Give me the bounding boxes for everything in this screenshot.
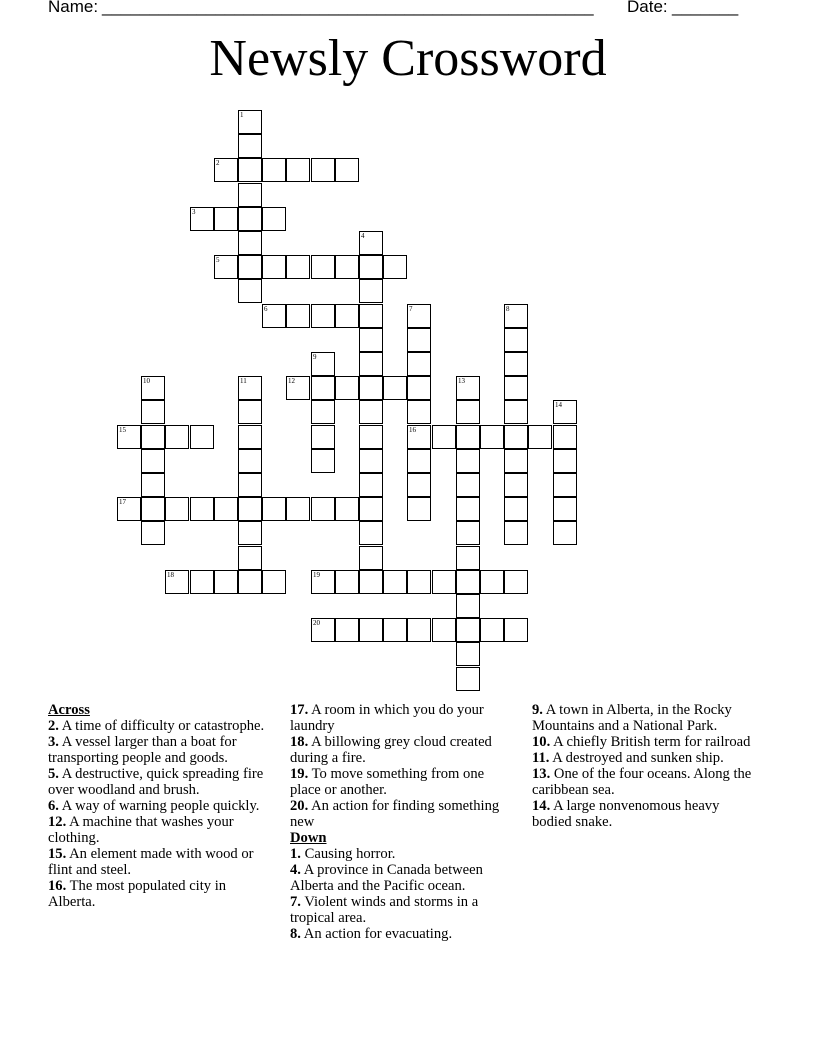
grid-cell[interactable]	[311, 255, 335, 279]
grid-cell[interactable]	[238, 449, 262, 473]
clue-down-11: 11. A destroyed and sunken ship.	[532, 750, 724, 766]
grid-cell[interactable]	[456, 546, 480, 570]
grid-cell[interactable]	[359, 304, 383, 328]
grid-cell[interactable]	[214, 207, 238, 231]
clue-down-8: 8. An action for evacuating.	[290, 926, 453, 942]
grid-cell[interactable]	[238, 497, 262, 521]
grid-cell[interactable]	[407, 400, 431, 424]
grid-cell[interactable]	[141, 425, 165, 449]
grid-cell[interactable]	[238, 425, 262, 449]
grid-cell[interactable]	[335, 618, 359, 642]
grid-cell[interactable]	[359, 425, 383, 449]
grid-cell[interactable]	[359, 231, 383, 255]
grid-cell[interactable]	[528, 425, 552, 449]
grid-cell[interactable]	[311, 376, 335, 400]
grid-cell[interactable]	[141, 400, 165, 424]
cell-number: 9	[313, 353, 317, 361]
clues-column-3	[532, 702, 758, 830]
grid-cell[interactable]	[359, 497, 383, 521]
clue-down-9: 9. A town in Alberta, in the Rocky Mountains and a National Park.	[532, 702, 732, 734]
grid-cell[interactable]	[238, 473, 262, 497]
cell-number: 8	[506, 305, 510, 313]
grid-cell[interactable]	[238, 207, 262, 231]
grid-cell[interactable]	[407, 425, 431, 449]
clue-down-4: 4. A province in Canada between Alberta and the Pacific ocean.	[290, 862, 483, 894]
cell-number: 13	[458, 377, 465, 385]
down-heading: Down	[290, 830, 327, 846]
clue-down-1: 1. Causing horror.	[290, 846, 396, 862]
grid-cell[interactable]	[311, 304, 335, 328]
grid-cell[interactable]	[432, 425, 456, 449]
grid-cell[interactable]	[311, 400, 335, 424]
cell-number: 14	[555, 401, 562, 409]
cell-number: 17	[119, 498, 126, 506]
cell-number: 6	[264, 305, 268, 313]
grid-cell[interactable]	[359, 255, 383, 279]
grid-cell[interactable]	[504, 473, 528, 497]
cell-number: 2	[216, 159, 220, 167]
grid-cell[interactable]	[480, 618, 504, 642]
grid-cell[interactable]	[117, 425, 141, 449]
grid-cell[interactable]	[141, 473, 165, 497]
grid-cell[interactable]	[286, 497, 310, 521]
grid-cell[interactable]	[432, 618, 456, 642]
cell-number: 5	[216, 256, 220, 264]
grid-cell[interactable]	[383, 376, 407, 400]
grid-cell[interactable]	[504, 449, 528, 473]
clue-across-6: 6. A way of warning people quickly.	[48, 798, 260, 814]
grid-cell[interactable]	[190, 207, 214, 231]
grid-cell[interactable]	[311, 570, 335, 594]
cell-number: 12	[288, 377, 295, 385]
grid-cell[interactable]	[553, 449, 577, 473]
grid-cell[interactable]	[335, 255, 359, 279]
grid-cell[interactable]	[311, 158, 335, 182]
grid-cell[interactable]	[117, 497, 141, 521]
across-heading: Across	[48, 702, 90, 718]
grid-cell[interactable]	[335, 376, 359, 400]
grid-cell[interactable]	[262, 570, 286, 594]
clue-across-3: 3. A vessel larger than a boat for transporting people and goods.	[48, 734, 237, 766]
grid-cell[interactable]	[311, 449, 335, 473]
clue-across-5: 5. A destructive, quick spreading fire over woodland and brush.	[48, 766, 264, 798]
grid-cell[interactable]	[407, 352, 431, 376]
grid-cell[interactable]	[359, 618, 383, 642]
grid-cell[interactable]	[335, 570, 359, 594]
grid-cell[interactable]	[456, 449, 480, 473]
date-label: Date:	[627, 0, 668, 16]
grid-cell[interactable]	[504, 521, 528, 545]
grid-cell[interactable]	[165, 497, 189, 521]
grid-cell[interactable]	[504, 618, 528, 642]
grid-cell[interactable]	[262, 255, 286, 279]
cell-number: 11	[240, 377, 247, 385]
grid-cell[interactable]	[383, 255, 407, 279]
grid-cell[interactable]	[214, 497, 238, 521]
grid-cell[interactable]	[383, 618, 407, 642]
grid-cell[interactable]	[480, 425, 504, 449]
grid-cell[interactable]	[456, 473, 480, 497]
grid-cell[interactable]	[262, 158, 286, 182]
grid-cell[interactable]	[238, 546, 262, 570]
grid-cell[interactable]	[286, 158, 310, 182]
grid-cell[interactable]	[286, 376, 310, 400]
clues-column-2	[290, 702, 516, 942]
grid-cell[interactable]	[407, 376, 431, 400]
grid-cell[interactable]	[214, 158, 238, 182]
grid-cell[interactable]	[407, 328, 431, 352]
grid-cell[interactable]	[335, 497, 359, 521]
cell-number: 18	[167, 571, 174, 579]
grid-cell[interactable]	[504, 304, 528, 328]
grid-cell[interactable]	[238, 521, 262, 545]
clue-down-7: 7. Violent winds and storms in a tropical area.	[290, 894, 479, 926]
grid-cell[interactable]	[504, 497, 528, 521]
grid-cell[interactable]	[238, 255, 262, 279]
clue-down-10: 10. A chiefly British term for railroad	[532, 734, 751, 750]
grid-cell[interactable]	[141, 521, 165, 545]
grid-cell[interactable]	[238, 400, 262, 424]
grid-cell[interactable]	[456, 642, 480, 666]
clue-across-16: 16. The most populated city in Alberta.	[48, 878, 227, 910]
grid-cell[interactable]	[456, 400, 480, 424]
grid-cell[interactable]	[359, 473, 383, 497]
grid-cell[interactable]	[335, 158, 359, 182]
grid-cell[interactable]	[262, 207, 286, 231]
cell-number: 4	[361, 232, 365, 240]
grid-cell[interactable]	[456, 521, 480, 545]
grid-cell[interactable]	[311, 352, 335, 376]
grid-cell[interactable]	[504, 328, 528, 352]
page-title: Newsly Crossword	[209, 30, 607, 87]
grid-cell[interactable]	[456, 667, 480, 691]
grid-cell[interactable]	[190, 497, 214, 521]
clue-across-12: 12. A machine that washes your clothing.	[48, 814, 234, 846]
grid-cell[interactable]	[190, 425, 214, 449]
grid-cell[interactable]	[238, 279, 262, 303]
grid-cell[interactable]	[407, 449, 431, 473]
clue-across-17: 17. A room in which you do your laundry	[290, 702, 484, 734]
grid-cell[interactable]	[141, 376, 165, 400]
cell-number: 10	[143, 377, 150, 385]
grid-cell[interactable]	[359, 449, 383, 473]
grid-cell[interactable]	[286, 304, 310, 328]
clue-across-19: 19. To move something from one place or another.	[290, 766, 485, 798]
grid-cell[interactable]	[553, 425, 577, 449]
grid-cell[interactable]	[359, 279, 383, 303]
grid-cell[interactable]	[238, 570, 262, 594]
grid-cell[interactable]	[407, 473, 431, 497]
name-label: Name:	[48, 0, 99, 16]
clue-across-2: 2. A time of difficulty or catastrophe.	[48, 718, 265, 734]
clue-down-14: 14. A large nonvenomous heavy bodied snake.	[532, 798, 720, 830]
grid-cell[interactable]	[456, 594, 480, 618]
clue-down-13: 13. One of the four oceans. Along the caribbean sea.	[532, 766, 752, 798]
grid-cell[interactable]	[553, 400, 577, 424]
grid-cell[interactable]	[262, 497, 286, 521]
grid-cell[interactable]	[456, 497, 480, 521]
cell-number: 7	[409, 305, 413, 313]
grid-cell[interactable]	[311, 618, 335, 642]
grid-cell[interactable]	[553, 497, 577, 521]
grid-cell[interactable]	[456, 618, 480, 642]
grid-cell[interactable]	[238, 158, 262, 182]
grid-cell[interactable]	[238, 231, 262, 255]
grid-cell[interactable]	[238, 134, 262, 158]
grid-cell[interactable]	[504, 425, 528, 449]
cell-number: 3	[192, 208, 196, 216]
grid-cell[interactable]	[359, 400, 383, 424]
grid-cell[interactable]	[286, 255, 310, 279]
cell-number: 20	[313, 619, 320, 627]
grid-cell[interactable]	[504, 352, 528, 376]
grid-cell[interactable]	[165, 570, 189, 594]
grid-cell[interactable]	[359, 328, 383, 352]
grid-cell[interactable]	[311, 497, 335, 521]
grid-cell[interactable]	[359, 521, 383, 545]
grid-cell[interactable]	[335, 304, 359, 328]
cell-number: 19	[313, 571, 320, 579]
clue-across-20: 20. An action for finding something new	[290, 798, 500, 830]
cell-number: 16	[409, 426, 416, 434]
clue-across-15: 15. An element made with wood or flint and steel.	[48, 846, 254, 878]
grid-cell[interactable]	[456, 570, 480, 594]
grid-cell[interactable]	[214, 570, 238, 594]
grid-cell[interactable]	[480, 570, 504, 594]
grid-cell[interactable]	[359, 570, 383, 594]
grid-cell[interactable]	[214, 255, 238, 279]
grid-cell[interactable]	[407, 304, 431, 328]
clues-column-1	[48, 702, 268, 910]
grid-cell[interactable]	[359, 376, 383, 400]
grid-cell[interactable]	[407, 497, 431, 521]
date-blank: _______	[672, 0, 739, 16]
grid-cell[interactable]	[238, 183, 262, 207]
cell-number: 15	[119, 426, 126, 434]
grid-cell[interactable]	[383, 570, 407, 594]
grid-cell[interactable]	[504, 376, 528, 400]
grid-cell[interactable]	[141, 449, 165, 473]
grid-cell[interactable]	[553, 521, 577, 545]
grid-cell[interactable]	[141, 497, 165, 521]
cell-number: 1	[240, 111, 244, 119]
grid-cell[interactable]	[407, 570, 431, 594]
grid-cell[interactable]	[238, 376, 262, 400]
grid-cell[interactable]	[262, 304, 286, 328]
grid-cell[interactable]	[504, 400, 528, 424]
grid-cell[interactable]	[407, 618, 431, 642]
grid-cell[interactable]	[553, 473, 577, 497]
grid-cell[interactable]	[456, 425, 480, 449]
grid-cell[interactable]	[456, 376, 480, 400]
clue-across-18: 18. A billowing grey cloud created during a fire.	[290, 734, 492, 766]
grid-cell[interactable]	[359, 546, 383, 570]
grid-cell[interactable]	[359, 352, 383, 376]
grid-cell[interactable]	[504, 570, 528, 594]
name-blank: ____________________________________________________	[102, 0, 594, 16]
grid-cell[interactable]	[311, 425, 335, 449]
grid-cell[interactable]	[238, 110, 262, 134]
grid-cell[interactable]	[432, 570, 456, 594]
grid-cell[interactable]	[165, 425, 189, 449]
grid-cell[interactable]	[190, 570, 214, 594]
